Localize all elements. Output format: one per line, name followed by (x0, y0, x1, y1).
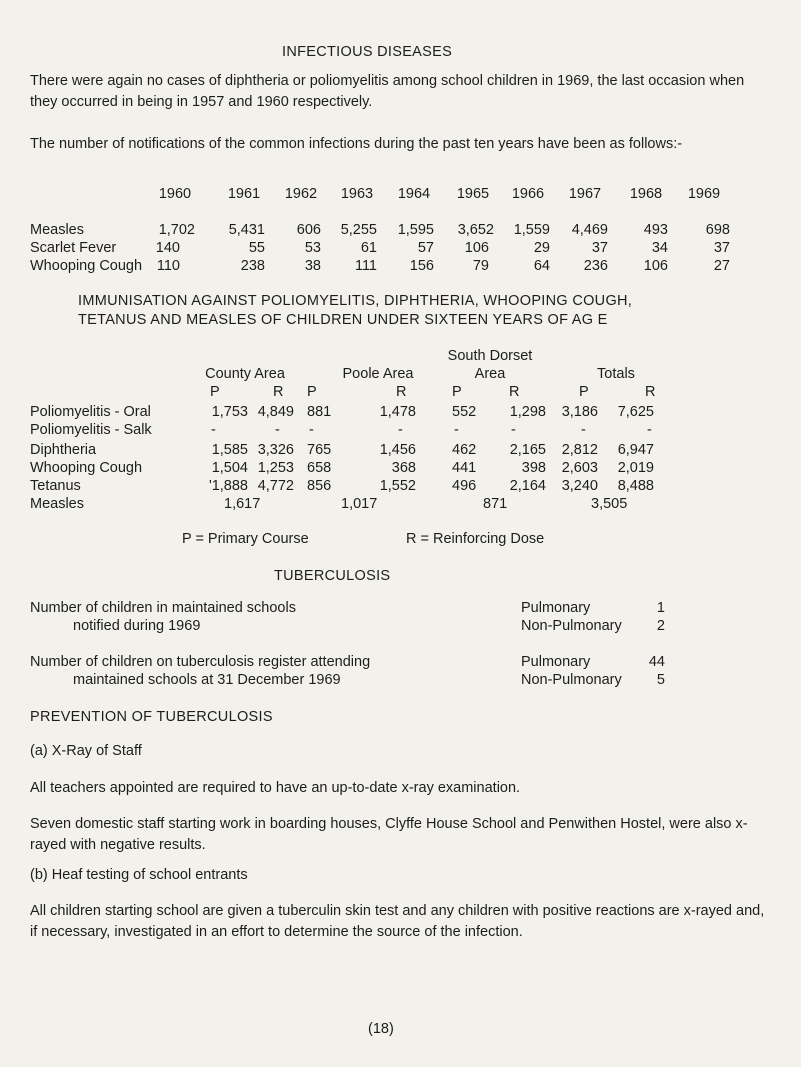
table-cell: 658 (307, 460, 332, 476)
table-cell: 1,298 (509, 404, 546, 420)
table-cell: 1,017 (341, 496, 378, 512)
year-header: 1961 (227, 186, 261, 202)
row-label: Measles (30, 222, 84, 238)
table-cell: 2,019 (617, 460, 654, 476)
table-cell: 37 (713, 240, 730, 256)
year-header: 1964 (397, 186, 431, 202)
paragraph-xray-teachers: All teachers appointed are required to have an up-to-date x-ray examination. (30, 780, 521, 796)
table-cell: 1,585 (211, 442, 248, 458)
table-cell: 493 (643, 222, 668, 238)
table-cell: 856 (307, 478, 332, 494)
group-header: Poole Area (342, 366, 414, 382)
prevention-title: PREVENTION OF TUBERCULOSIS (30, 709, 273, 725)
table-cell: 38 (304, 258, 321, 274)
table-cell: 1,617 (224, 496, 261, 512)
tb-type: Non-Pulmonary (521, 672, 622, 688)
intro-paragraph: There were again no cases of diphtheria or poliomyelitis among school children in 1969, the last occasion when they occurred in being in 1957 and 1960 respectively. (30, 73, 745, 110)
table-cell: - (211, 422, 216, 438)
year-header: 1969 (687, 186, 721, 202)
year-header: 1962 (284, 186, 318, 202)
page-title: INFECTIOUS DISEASES (282, 44, 453, 60)
column-subheader: R (645, 384, 656, 400)
table-cell: - (398, 422, 403, 438)
table-cell: 5,255 (340, 222, 377, 238)
group-header: South Dorset (447, 348, 533, 364)
table-cell: 5,431 (228, 222, 265, 238)
table-cell: 8,488 (617, 478, 654, 494)
table-cell: 6,947 (617, 442, 654, 458)
table-cell: 496 (452, 478, 477, 494)
table-cell: - (511, 422, 516, 438)
table-cell: 2,164 (509, 478, 546, 494)
table-cell: 1,595 (397, 222, 434, 238)
table-cell: 1,552 (379, 478, 416, 494)
table-cell: 1,753 (211, 404, 248, 420)
table-cell: 2,812 (561, 442, 598, 458)
table-cell: 106 (464, 240, 489, 256)
column-subheader: P (452, 384, 462, 400)
table-cell: 29 (533, 240, 550, 256)
table-cell: 1,253 (257, 460, 294, 476)
table-cell: 1,559 (513, 222, 550, 238)
table-cell: 3,652 (457, 222, 494, 238)
year-header: 1960 (158, 186, 192, 202)
tb-count: 2 (656, 618, 665, 634)
year-header: 1966 (511, 186, 545, 202)
tb-type: Non-Pulmonary (521, 618, 622, 634)
table-cell: 64 (533, 258, 550, 274)
year-header: 1968 (629, 186, 663, 202)
table-cell: 3,326 (257, 442, 294, 458)
row-label: Scarlet Fever (30, 240, 117, 256)
row-label: Tetanus (30, 478, 81, 494)
table-cell: 2,603 (561, 460, 598, 476)
row-label: Measles (30, 496, 84, 512)
tuberculosis-title: TUBERCULOSIS (274, 568, 391, 584)
tb-label-line: Number of children in maintained schools (30, 600, 296, 616)
table-cell: 55 (248, 240, 265, 256)
table-cell: 61 (360, 240, 377, 256)
column-subheader: P (307, 384, 317, 400)
table-cell: 110 (156, 258, 180, 274)
immunisation-title-line1: IMMUNISATION AGAINST POLIOMYELITIS, DIPHTHERIA, WHOOPING COUGH, (78, 293, 633, 309)
table-cell: 4,469 (571, 222, 608, 238)
year-header: 1967 (568, 186, 602, 202)
row-label: Whooping Cough (30, 258, 143, 274)
table-cell: 4,849 (257, 404, 294, 420)
table-cell: 140 (155, 240, 180, 256)
tb-label-line: Number of children on tuberculosis register attending (30, 654, 371, 670)
column-subheader: R (509, 384, 520, 400)
group-header: Area (474, 366, 506, 382)
table-cell: 53 (304, 240, 321, 256)
tb-label-line: notified during 1969 (73, 618, 201, 634)
tb-label-line: maintained schools at 31 December 1969 (73, 672, 341, 688)
column-subheader: R (273, 384, 284, 400)
column-subheader: P (579, 384, 589, 400)
legend-primary: P = Primary Course (182, 531, 309, 547)
subheading-b: (b) Heaf testing of school entrants (30, 867, 248, 883)
table-cell: 368 (391, 460, 416, 476)
table-cell: 441 (452, 460, 477, 476)
tb-count: 5 (656, 672, 665, 688)
paragraph-heaf-testing: All children starting school are given a tuberculin skin test and any children with positive reactions are x-rayed and, if necessary, investigated in an effort to determine the source of the infection. (30, 903, 765, 940)
table-cell: 462 (452, 442, 477, 458)
table-cell: - (309, 422, 314, 438)
table-cell: 3,186 (561, 404, 598, 420)
legend-reinforcing: R = Reinforcing Dose (406, 531, 545, 547)
table-cell: 4,772 (257, 478, 294, 494)
row-label: Poliomyelitis - Salk (30, 422, 152, 438)
group-header: County Area (205, 366, 285, 382)
table-cell: 27 (713, 258, 730, 274)
tb-count: 44 (648, 654, 665, 670)
table-cell: 238 (240, 258, 265, 274)
table-cell: 3,240 (561, 478, 598, 494)
table-cell: - (581, 422, 586, 438)
table-cell: 765 (307, 442, 332, 458)
table-cell: 1,702 (158, 222, 195, 238)
table-cell: 7,625 (617, 404, 654, 420)
table-cell: 3,505 (591, 496, 628, 512)
table-cell: 1,478 (379, 404, 416, 420)
table-cell: '1,888 (208, 478, 248, 494)
table-cell: 606 (296, 222, 321, 238)
table-cell: 1,456 (379, 442, 416, 458)
paragraph-domestic-staff: Seven domestic staff starting work in boarding houses, Clyffe House School and Penwithen Hostel, were also x-rayed with negative results. (30, 816, 748, 853)
row-label: Diphtheria (30, 442, 97, 458)
table-cell: 2,165 (509, 442, 546, 458)
table-cell: 236 (583, 258, 608, 274)
table-cell: 37 (591, 240, 608, 256)
table-cell: 79 (472, 258, 489, 274)
row-label: Whooping Cough (30, 460, 143, 476)
table-cell: 698 (705, 222, 730, 238)
column-subheader: R (396, 384, 407, 400)
tb-count: 1 (656, 600, 665, 616)
page-number: (18) (368, 1021, 394, 1037)
table-cell: 552 (452, 404, 477, 420)
tb-type: Pulmonary (521, 600, 591, 616)
table-cell: 1,504 (211, 460, 248, 476)
table-cell: - (647, 422, 652, 438)
table-cell: 871 (483, 496, 508, 512)
table-cell: 57 (417, 240, 434, 256)
group-header: Totals (597, 366, 635, 382)
row-label: Poliomyelitis - Oral (30, 404, 151, 420)
table-cell: 398 (521, 460, 546, 476)
immunisation-title-line2: TETANUS AND MEASLES OF CHILDREN UNDER SIXTEEN YEARS OF AG E (78, 312, 608, 328)
table-cell: 156 (409, 258, 434, 274)
year-header: 1965 (456, 186, 490, 202)
notifications-paragraph: The number of notifications of the common infections during the past ten years have been as follows:- (30, 136, 683, 152)
table-cell: 111 (354, 258, 377, 274)
table-cell: - (454, 422, 459, 438)
year-header: 1963 (340, 186, 374, 202)
tb-type: Pulmonary (521, 654, 591, 670)
table-cell: 34 (651, 240, 668, 256)
table-cell: 106 (643, 258, 668, 274)
column-subheader: P (210, 384, 220, 400)
table-cell: - (275, 422, 280, 438)
subheading-a: (a) X-Ray of Staff (30, 743, 142, 759)
table-cell: 881 (307, 404, 332, 420)
